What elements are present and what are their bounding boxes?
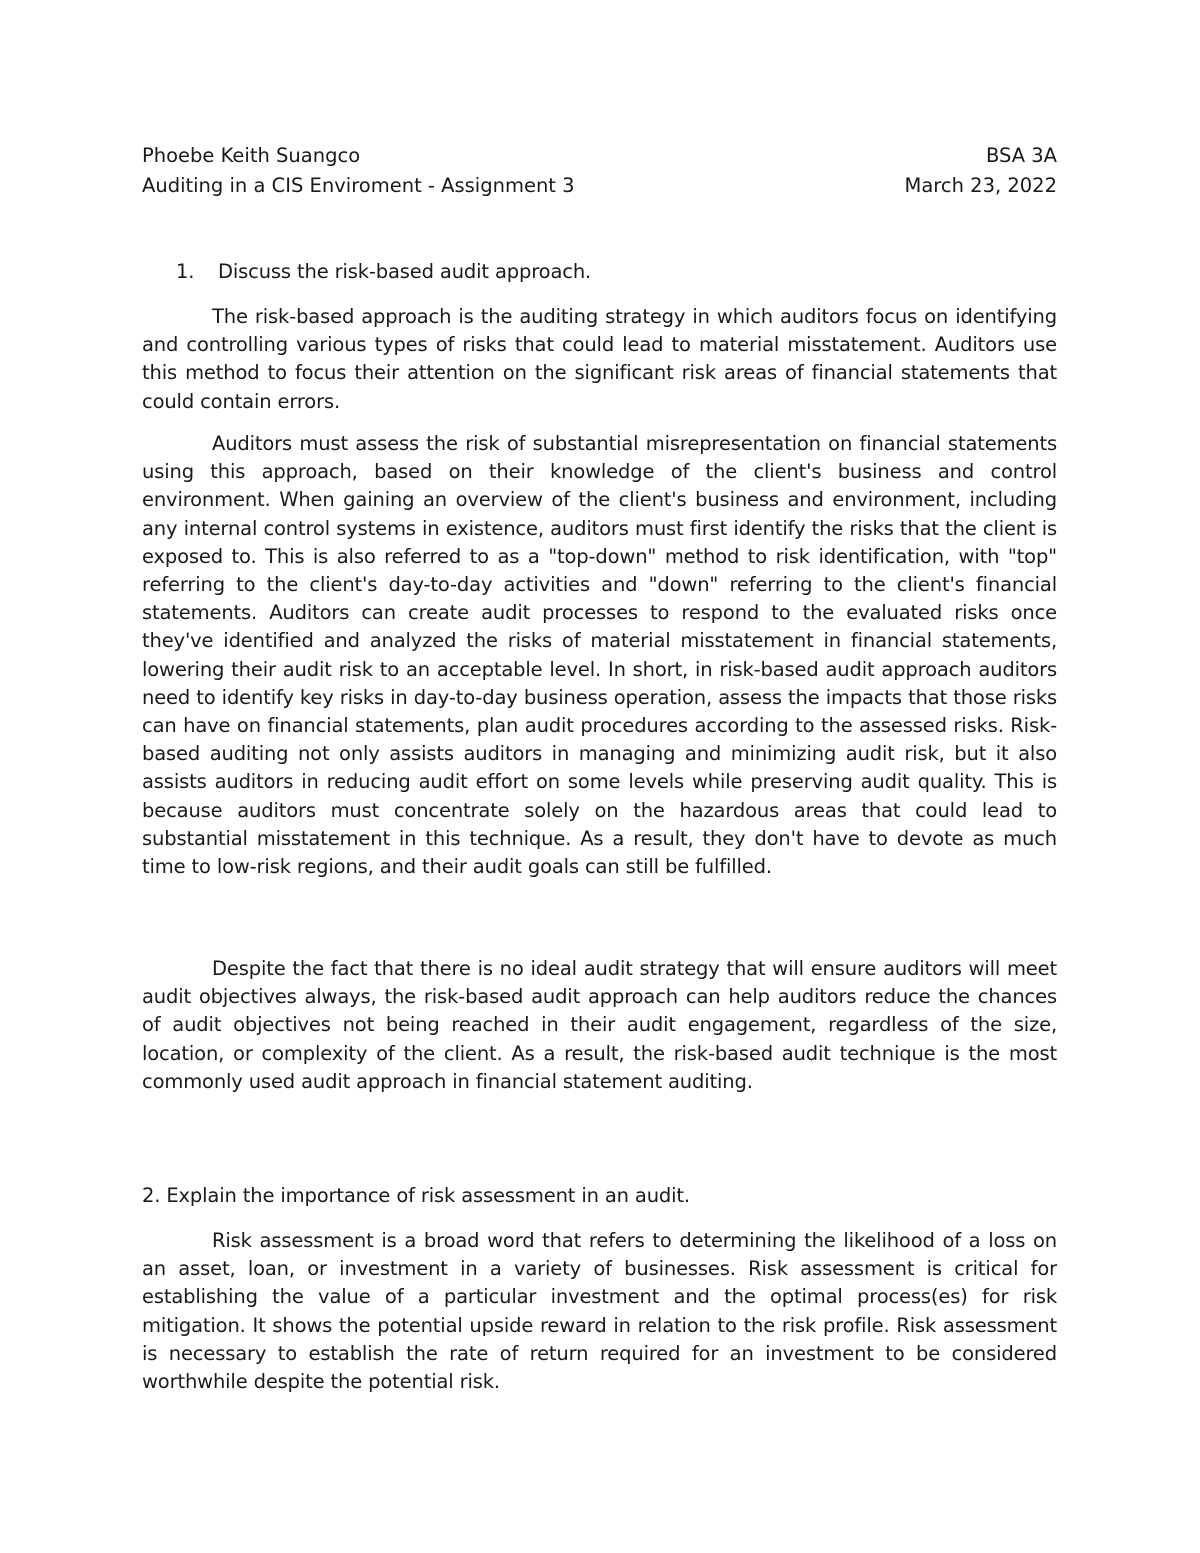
question-1-paragraph-2: Auditors must assess the risk of substantial misrepresentation on financial statements using this approach, based on their knowledge of the client's business and control environment. When gaining an overview of the client's business and environment, including any internal control systems in existence, auditors must first identify the risks that the client is exposed to. This is also referred to as a "top-down" method to risk identification, with "top" referring to the client's day-to-day activities and "down" referring to the client's financial statements. Auditors can create audit processes to respond to the evaluated risks once they've identified and analyzed the risks of material misstatement in financial statements, lowering their audit risk to an acceptable level. In short, in risk-based audit approach auditors need to identify key risks in day-to-day business operation, assess the impacts that those risks can have on financial statements, plan audit procedures according to the assessed risks. Risk-based auditing not only assists auditors in managing and minimizing audit risk, but it also assists auditors in reducing audit effort on some levels while preserving audit quality. This is because auditors must concentrate solely on the hazardous areas that could lead to substantial misstatement in this technique. As a result, they don't have to devote as much time to low-risk regions, and their audit goals can still be fulfilled. <box>142 432 1057 879</box>
question-2-number: 2. <box>142 1184 161 1207</box>
author-name: Phoebe Keith Suangco <box>142 144 361 167</box>
course-title: Auditing in a CIS Enviroment - Assignment 3 <box>142 174 575 197</box>
document-header <box>142 141 1057 201</box>
question-1-number: 1. <box>176 260 195 283</box>
header-row-1 <box>142 141 1057 171</box>
question-1-prompt: Discuss the risk-based audit approach. <box>218 260 592 283</box>
class-section: BSA 3A <box>985 144 1057 167</box>
question-2-paragraph-1: Risk assessment is a broad word that refers to determining the likelihood of a loss on an asset, loan, or investment in a variety of businesses. Risk assessment is critical for establishing the value of a particular investment and the optimal process(es) for risk mitigation. It shows the potential upside reward in relation to the risk profile. Risk assessment is necessary to establish the rate of return required for an investment to be considered worthwhile despite the potential risk. <box>142 1229 1057 1394</box>
question-2-prompt: Explain the importance of risk assessment in an audit. <box>166 1184 690 1207</box>
question-1-paragraph-3: Despite the fact that there is no ideal audit strategy that will ensure auditors will meet audit objectives always, the risk-based audit approach can help auditors reduce the chances of audit objectives not being reached in their audit engagement, regardless of the size, location, or complexity of the client. As a result, the risk-based audit technique is the most commonly used audit approach in financial statement auditing. <box>142 957 1057 1093</box>
question-2-heading <box>142 1182 1057 1210</box>
question-1-paragraph-1: The risk-based approach is the auditing strategy in which auditors focus on identifying and controlling various types of risks that could lead to material misstatement. Auditors use this method to focus their attention on the significant risk areas of financial statements that could contain errors. <box>142 305 1057 413</box>
header-row-2 <box>142 171 1057 201</box>
document-date: March 23, 2022 <box>904 174 1057 197</box>
question-1-heading <box>142 258 1057 286</box>
